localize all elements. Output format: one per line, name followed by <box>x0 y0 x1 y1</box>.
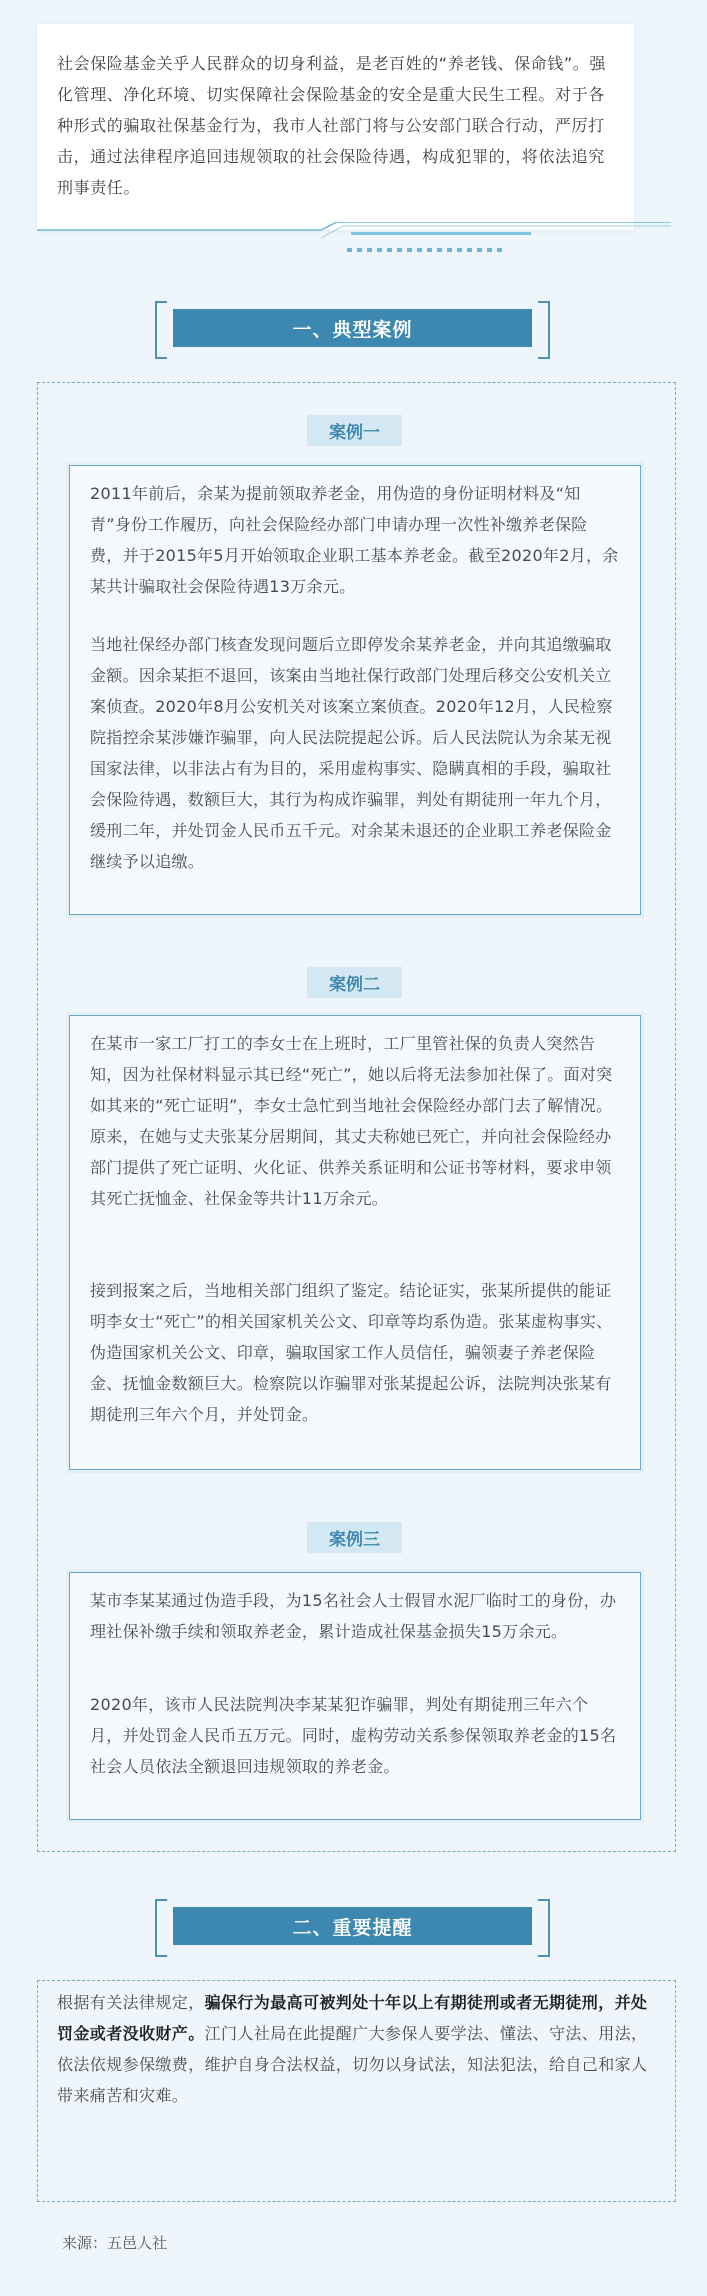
case-3-paragraph-2: 2020年，该市人民法院判决李某某犯诈骗罪，判处有期徒刑三年六个月，并处罚金人民币五万元。同时，虚构劳动关系参保领取养老金的15名社会人员依法全额退回违规领取的养老金。 <box>90 1695 617 1776</box>
section-title-frame <box>155 301 550 355</box>
intro-card <box>37 24 634 230</box>
case-label-3: 案例三 <box>307 1522 402 1553</box>
reminder-text-tail: 江门人社局在此提醒广大参保人要学法、懂法、守法、用法，依法依规参保缴费，维护自身合法权益，切勿以身试法，知法犯法，给自己和家人带来痛苦和灾难。 <box>57 2024 648 2105</box>
case-label-1: 案例一 <box>307 415 402 446</box>
case-box-2 <box>69 1015 641 1470</box>
case-box-1 <box>69 465 641 915</box>
reminder-text-bold: 骗保行为最高可被判处十年以上有期徒刑或者无期徒刑，并处罚金或者没收财产。 <box>57 1993 648 2043</box>
intro-text: 社会保险基金关乎人民群众的切身利益，是老百姓的“养老钱、保命钱”。强化管理、净化环境、切实保障社会保险基金的安全是重大民生工程。对于各种形式的骗取社保基金行为，我市人社部门将与公安部门联合行动，严厉打击，通过法律程序追回违规领取的社会保险待遇，构成犯罪的，将依法追究刑事责任。 <box>57 54 606 197</box>
case-label-2: 案例二 <box>307 967 402 998</box>
source-credit: 来源：五邑人社 <box>62 2234 168 2252</box>
case-3-paragraph-1: 某市李某某通过伪造手段，为15名社会人士假冒水泥厂临时工的身份，办理社保补缴手续和领取养老金，累计造成社保基金损失15万余元。 <box>90 1591 617 1641</box>
case-box-3 <box>69 1572 641 1820</box>
decorative-divider <box>37 222 671 256</box>
case-1-paragraph-1: 2011年前后，余某为提前领取养老金，用伪造的身份证明材料及“知青”身份工作履历，向社会保险经办部门申请办理一次性补缴养老保险费，并于2015年5月开始领取企业职工基本养老金。截至2020年2月，余某共计骗取社会保险待遇13万余元。 <box>90 484 619 596</box>
reminder-text <box>57 1987 654 2111</box>
case-2-paragraph-1: 在某市一家工厂打工的李女士在上班时，工厂里管社保的负责人突然告知，因为社保材料显示其已经“死亡”，她以后将无法参加社保了。面对突如其来的“死亡证明”，李女士急忙到当地社会保险经办部门去了解情况。原来，在她与丈夫张某分居期间，其丈夫称她已死亡，并向社会保险经办部门提供了死亡证明、火化证、供养关系证明和公证书等材料，要求申领其死亡抚恤金、社保金等共计11万余元。 <box>90 1034 613 1208</box>
case-1-paragraph-2: 当地社保经办部门核查发现问题后立即停发余某养老金，并向其追缴骗取金额。因余某拒不退回，该案由当地社保行政部门处理后移交公安机关立案侦查。2020年8月公安机关对该案立案侦查。2020年12月，人民检察院指控余某涉嫌诈骗罪，向人民法院提起公诉。后人民法院认为余某无视国家法律，以非法占有为目的，采用虚构事实、隐瞒真相的手段，骗取社会保险待遇，数额巨大，其行为构成诈骗罪，判处有期徒刑一年九个月，缓刑二年，并处罚金人民币五千元。对余某未退还的企业职工养老保险金继续予以追缴。 <box>90 635 613 871</box>
reminder-text-lead: 根据有关法律规定， <box>57 1993 205 2012</box>
case-2-paragraph-2: 接到报案之后，当地相关部门组织了鉴定。结论证实，张某所提供的能证明李女士“死亡”的相关国家机关公文、印章等均系伪造。张某虚构事实、伪造国家机关公文、印章，骗取国家工作人员信任，骗领妻子养老保险金、抚恤金数额巨大。检察院以诈骗罪对张某提起公诉，法院判决张某有期徒刑三年六个月，并处罚金。 <box>90 1281 613 1424</box>
section-title-reminder: 二、重要提醒 <box>173 1907 532 1945</box>
section-title-cases: 一、典型案例 <box>173 309 532 347</box>
section-title-frame <box>155 1899 550 1953</box>
